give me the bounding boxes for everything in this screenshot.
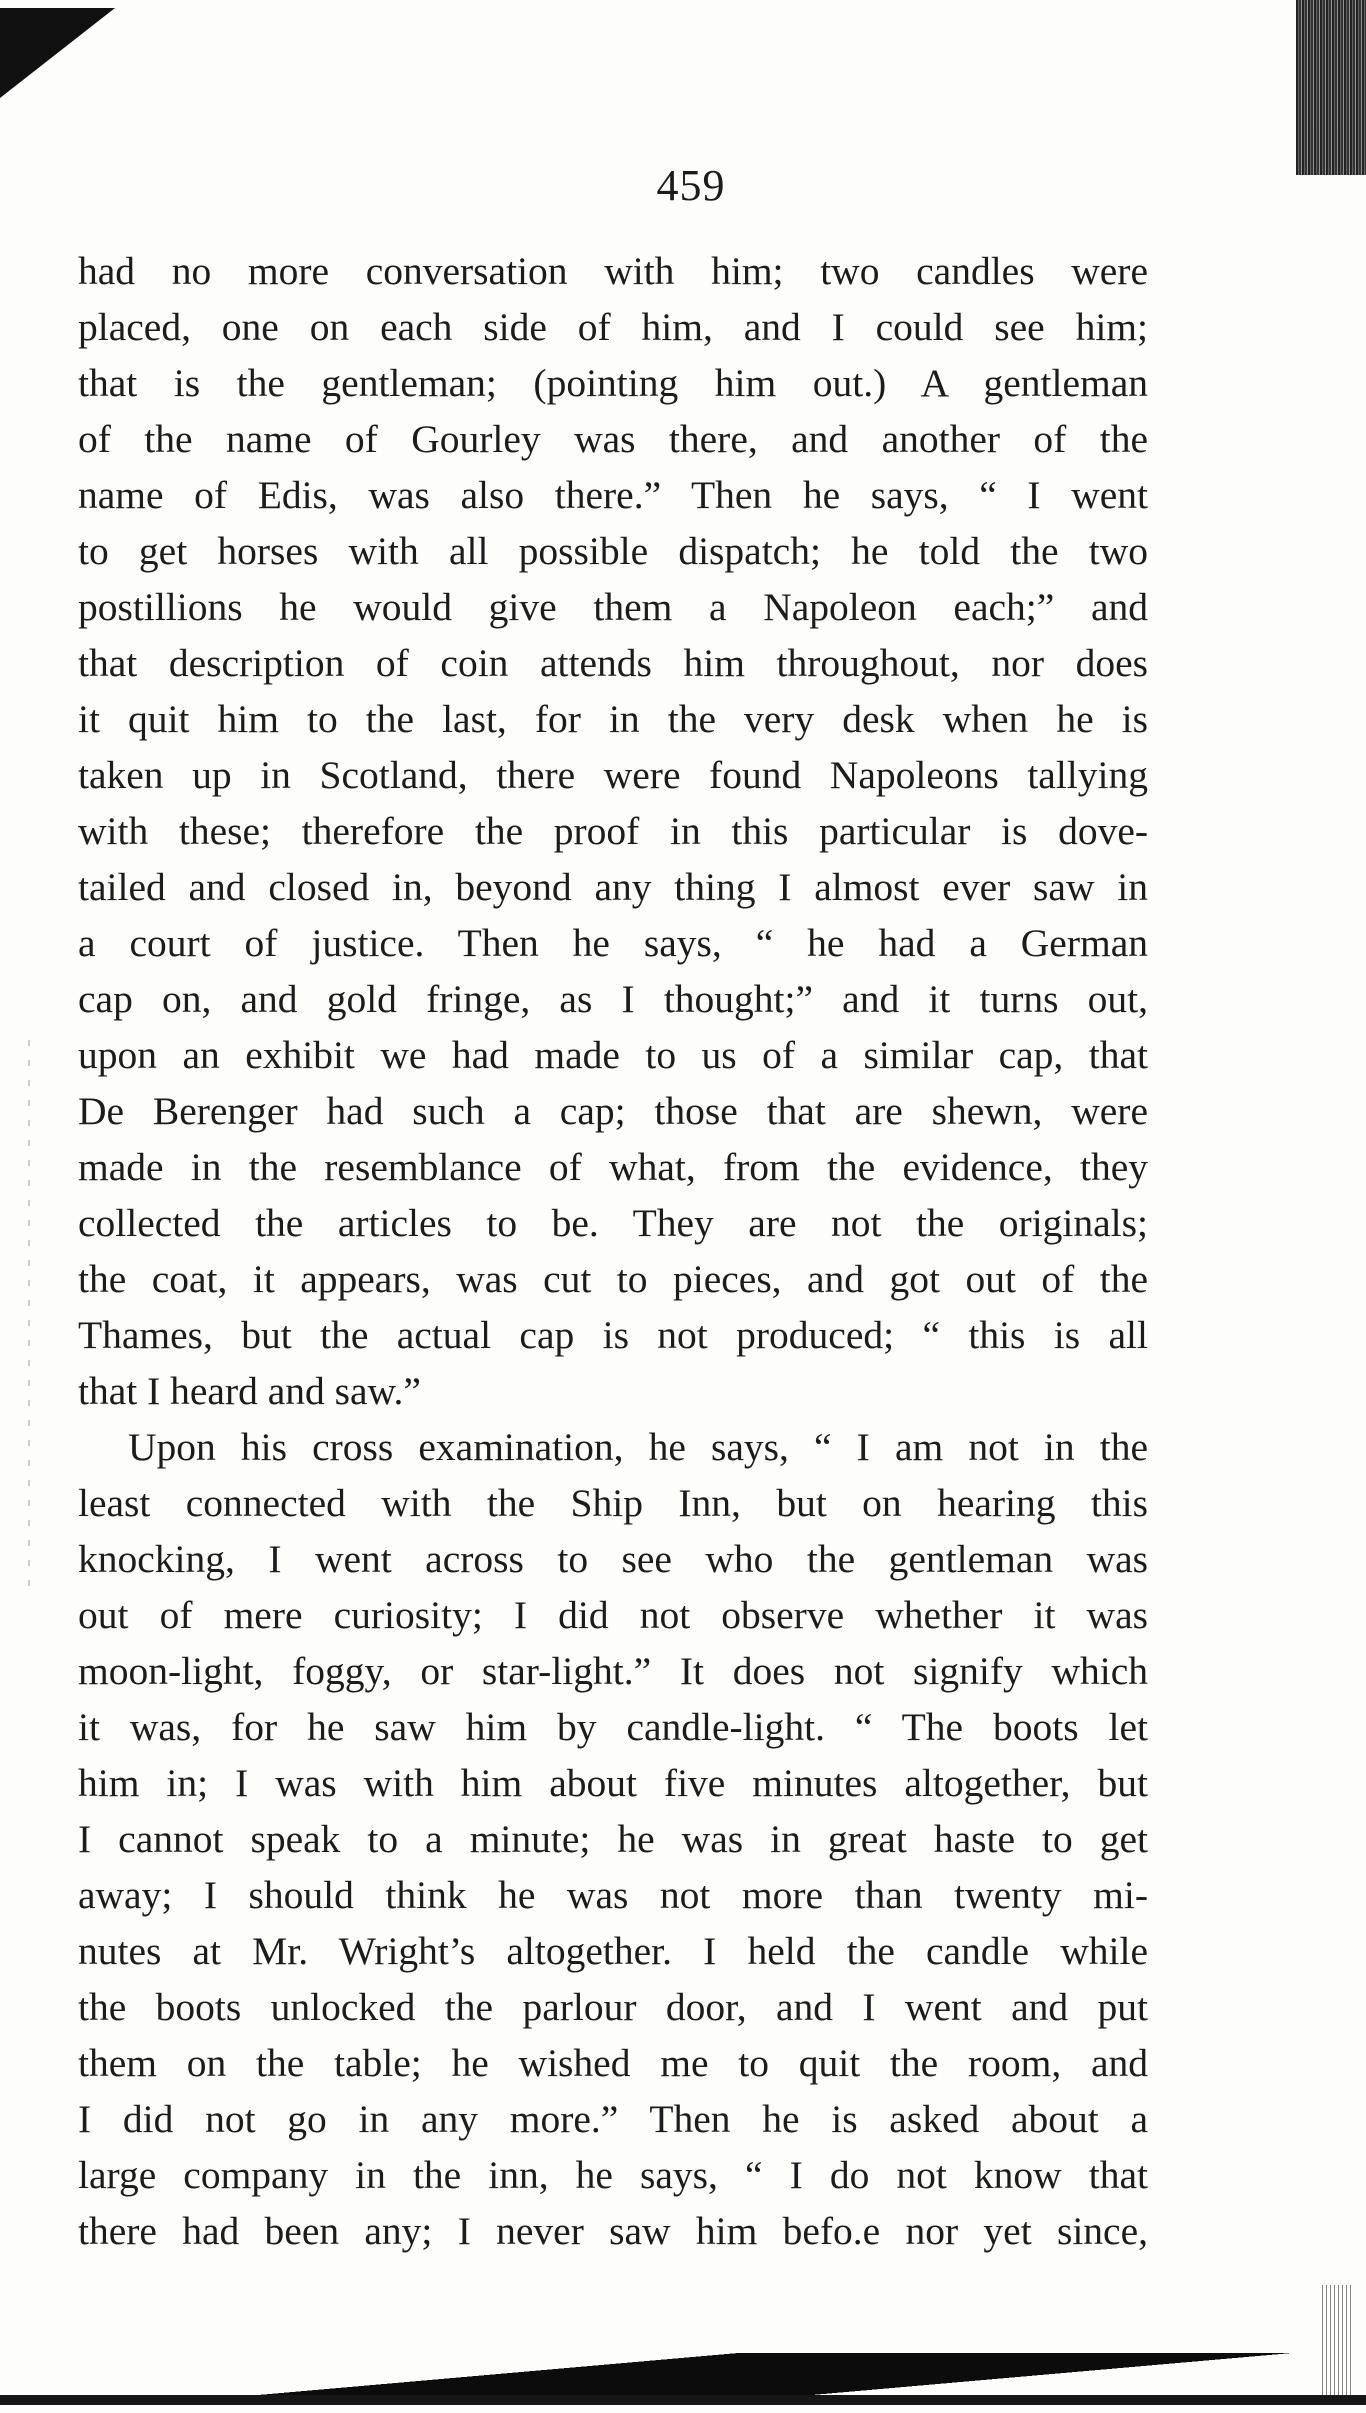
text-line: away; I should think he was not more than twenty mi- <box>78 1873 1148 1917</box>
text-line: tailed and closed in, beyond any thing I almost ever saw in <box>78 865 1148 909</box>
page-edge-shadow <box>1296 0 1366 175</box>
text-line: least connected with the Ship Inn, but on hearing this <box>78 1481 1148 1525</box>
text-line: large company in the inn, he says, “ I do not know that <box>78 2153 1148 2197</box>
text-line: collected the articles to be. They are not the originals; <box>78 1201 1148 1245</box>
corner-ink-mark <box>0 8 115 98</box>
bottom-ink-rule <box>0 2353 1320 2399</box>
text-line: taken up in Scotland, there were found Napoleons tallying <box>78 753 1148 797</box>
text-line: cap on, and gold fringe, as I thought;” and it turns out, <box>78 977 1148 1021</box>
text-line: nutes at Mr. Wright’s altogether. I held the candle while <box>78 1929 1148 1973</box>
text-line: to get horses with all possible dispatch; he told the two <box>78 529 1148 573</box>
text-line: that is the gentleman; (pointing him out.) A gentleman <box>78 361 1148 405</box>
text-line: moon-light, foggy, or star-light.” It does not signify which <box>78 1649 1148 1693</box>
text-line: Thames, but the actual cap is not produced; “ this is all <box>78 1313 1148 1357</box>
text-line: there had been any; I never saw him befo.e nor yet since, <box>78 2209 1148 2253</box>
text-line: upon an exhibit we had made to us of a similar cap, that <box>78 1033 1148 1077</box>
text-line: made in the resemblance of what, from the evidence, they <box>78 1145 1148 1189</box>
text-line: that I heard and saw.” <box>78 1369 421 1413</box>
text-line: I did not go in any more.” Then he is asked about a <box>78 2097 1148 2141</box>
text-line: the boots unlocked the parlour door, and I went and put <box>78 1985 1148 2029</box>
text-line: of the name of Gourley was there, and another of the <box>78 417 1148 461</box>
text-line: knocking, I went across to see who the gentleman was <box>78 1537 1148 1581</box>
text-line: De Berenger had such a cap; those that are shewn, were <box>78 1089 1148 1133</box>
bottom-edge-rule <box>0 2395 1366 2405</box>
page-number: 459 <box>656 161 726 210</box>
text-line: them on the table; he wished me to quit the room, and <box>78 2041 1148 2085</box>
text-line: a court of justice. Then he says, “ he had a German <box>78 921 1148 965</box>
text-line: had no more conversation with him; two candles were <box>78 249 1148 293</box>
text-line: it quit him to the last, for in the very desk when he is <box>78 697 1148 741</box>
text-line: that description of coin attends him throughout, nor does <box>78 641 1148 685</box>
paragraph-start-line: Upon his cross examination, he says, “ I am not in the <box>128 1425 1148 1469</box>
text-line: the coat, it appears, was cut to pieces, and got out of the <box>78 1257 1148 1301</box>
text-line: placed, one on each side of him, and I could see him; <box>78 305 1148 349</box>
margin-marks <box>28 1040 30 1600</box>
text-line: him in; I was with him about five minutes altogether, but <box>78 1761 1148 1805</box>
page-edge-shadow-bottom <box>1322 2285 1352 2395</box>
text-line: out of mere curiosity; I did not observe whether it was <box>78 1593 1148 1637</box>
body-text <box>78 243 1148 2259</box>
text-line: postillions he would give them a Napoleon each;” and <box>78 585 1148 629</box>
text-line: I cannot speak to a minute; he was in great haste to get <box>78 1817 1148 1861</box>
text-line: with these; therefore the proof in this particular is dove- <box>78 809 1148 853</box>
text-line: name of Edis, was also there.” Then he says, “ I went <box>78 473 1148 517</box>
text-line: it was, for he saw him by candle-light. “ The boots let <box>78 1705 1148 1749</box>
